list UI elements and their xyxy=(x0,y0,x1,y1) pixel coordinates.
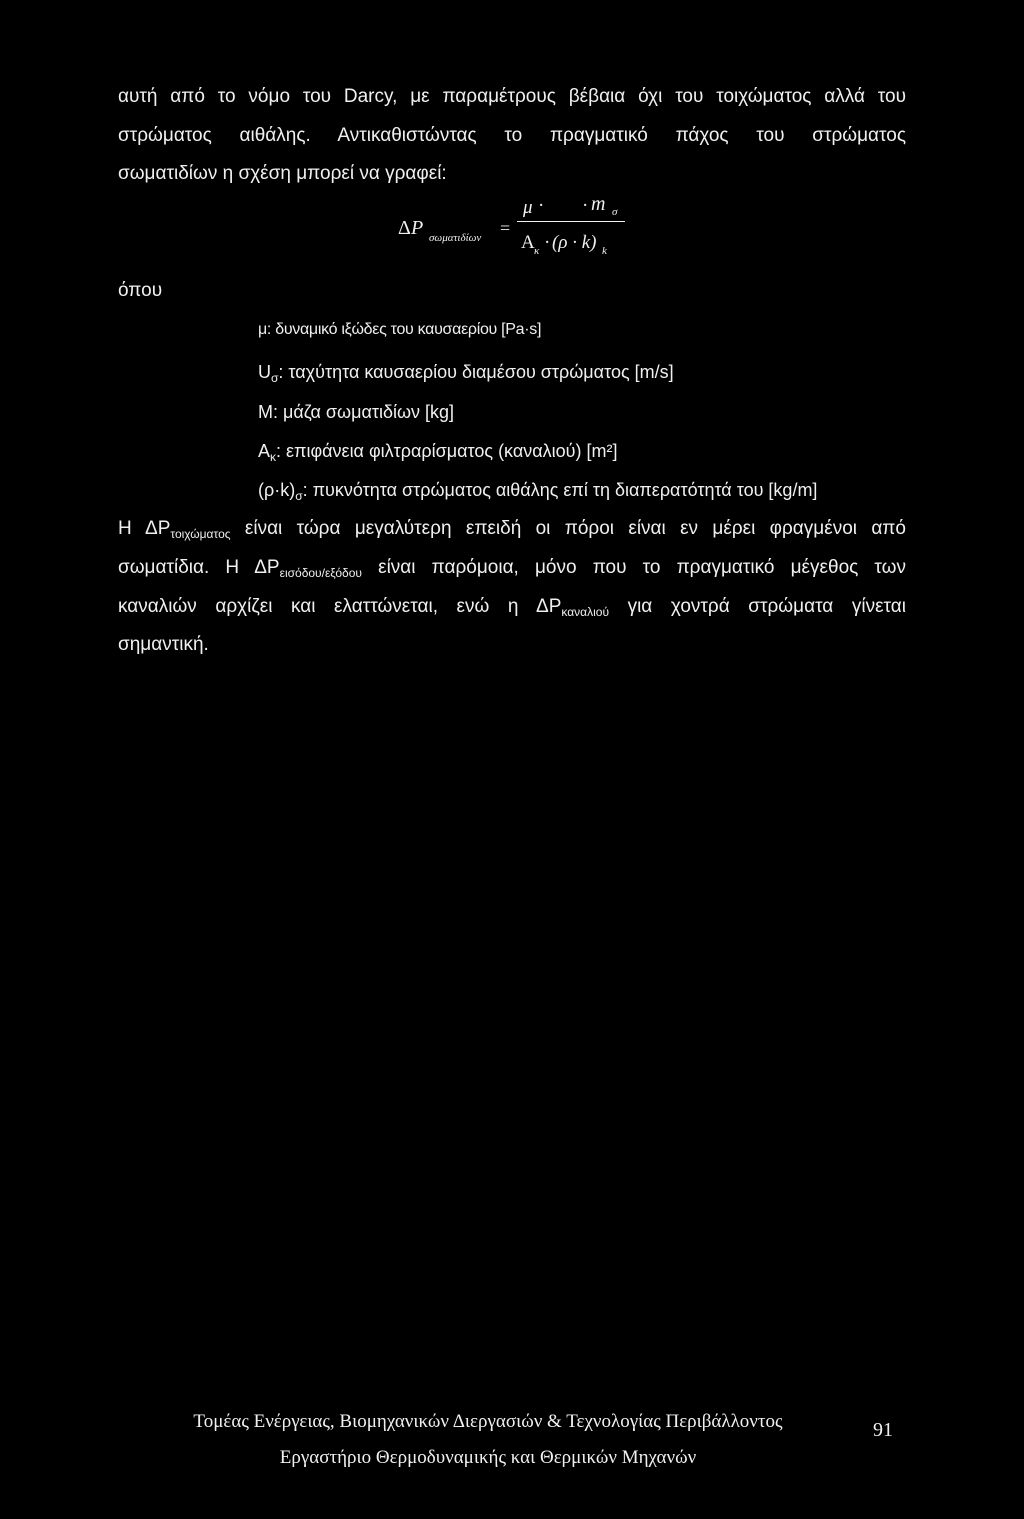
equation-lhs-subscript: σωματιδίων xyxy=(429,232,482,244)
equation-pressure-symbol: P xyxy=(411,217,424,239)
text-segment: σωματίδια. Η ΔP xyxy=(118,557,280,578)
text-subscript: τοιχώματος xyxy=(170,527,231,541)
paragraph-1-line-3: σωματιδίων η σχέση μπορεί να γραφεί: xyxy=(118,163,447,184)
equation-numerator-dot-1: · xyxy=(538,195,545,216)
paragraph-1-line-1: αυτή από το νόμο του Darcy, με παραμέτρους βέβαια όχι του τοιχώματος αλλά του xyxy=(118,86,906,107)
equation-denominator-product-subscript: k xyxy=(602,245,607,257)
equation-equals-sign: = xyxy=(500,218,511,238)
definition-subscript: κ xyxy=(270,450,277,464)
equation-delta: Δ xyxy=(398,217,411,239)
definition-subscript: σ xyxy=(271,371,279,385)
definition-description: : επιφάνεια φιλτραρίσματος (καναλιού) [m²] xyxy=(276,441,618,461)
definition-symbol: M xyxy=(258,402,273,422)
text-segment: Η ΔP xyxy=(118,518,171,539)
text-subscript: καναλιού xyxy=(561,605,610,619)
text-segment: σημαντική. xyxy=(118,634,209,655)
equation-fraction-bar xyxy=(517,221,625,222)
page-number: 91 xyxy=(873,1419,893,1441)
equation-denominator-product: (ρ · k) xyxy=(552,232,597,253)
definition-subscript: σ xyxy=(295,489,303,503)
definition-symbol: μ xyxy=(258,321,267,338)
where-label: όπου xyxy=(118,280,163,301)
paragraph-2-line-1 xyxy=(118,517,906,542)
text-segment: καναλιών αρχίζει και ελαττώνεται, ενώ η ΔP xyxy=(118,596,562,617)
definition-symbol: U xyxy=(258,362,271,382)
definition-symbol: A xyxy=(258,441,271,461)
text-segment: για χοντρά στρώματα γίνεται xyxy=(609,596,906,617)
equation-numerator-mass-subscript: σ xyxy=(612,206,618,218)
paragraph-2-line-4 xyxy=(118,633,906,657)
equation-denominator-area-subscript: κ xyxy=(534,245,540,257)
text-segment: είναι παρόμοια, μόνο που το πραγματικό μέγεθος των xyxy=(361,557,907,578)
footer-department: Τομέας Ενέργειας, Βιομηχανικών Διεργασιών & Τεχνολογίας Περιβάλλοντος xyxy=(193,1411,783,1432)
paragraph-2-line-3 xyxy=(118,595,906,620)
definition-description: : ταχύτητα καυσαερίου διαμέσου στρώματος [m/s] xyxy=(278,362,674,382)
definition-description: : πυκνότητα στρώματος αιθάλης επί τη διαπερατότητά του [kg/m] xyxy=(302,480,818,500)
footer-laboratory: Εργαστήριο Θερμοδυναμικής και Θερμικών Μηχανών xyxy=(279,1447,697,1468)
definition-area xyxy=(258,439,618,465)
paragraph-2-line-2 xyxy=(118,556,906,581)
text-segment: είναι τώρα μεγαλύτερη επειδή οι πόροι είναι εν μέρει φραγμένοι από xyxy=(230,518,906,539)
equation-numerator-mu: μ xyxy=(523,197,533,218)
definition-description: : δυναμικό ιξώδες του καυσαερίου [Pa·s] xyxy=(266,321,542,338)
equation-numerator-dot-2: · xyxy=(582,195,589,216)
definition-velocity xyxy=(258,360,674,386)
equation-denominator-dot: · xyxy=(544,232,551,253)
equation-denominator-area: A xyxy=(521,232,535,253)
paragraph-1-line-2: στρώματος αιθάλης. Αντικαθιστώντας το πραγματικό πάχος του στρώματος xyxy=(118,125,906,146)
text-subscript: εισόδου/εξόδου xyxy=(279,566,362,580)
definition-mass xyxy=(258,400,454,424)
equation-numerator-mass: m xyxy=(591,193,606,215)
definition-density-permeability xyxy=(258,478,817,504)
definition-description: : μάζα σωματιδίων [kg] xyxy=(273,402,455,422)
definition-symbol: (ρ·k) xyxy=(258,480,296,500)
definition-viscosity xyxy=(258,318,541,342)
